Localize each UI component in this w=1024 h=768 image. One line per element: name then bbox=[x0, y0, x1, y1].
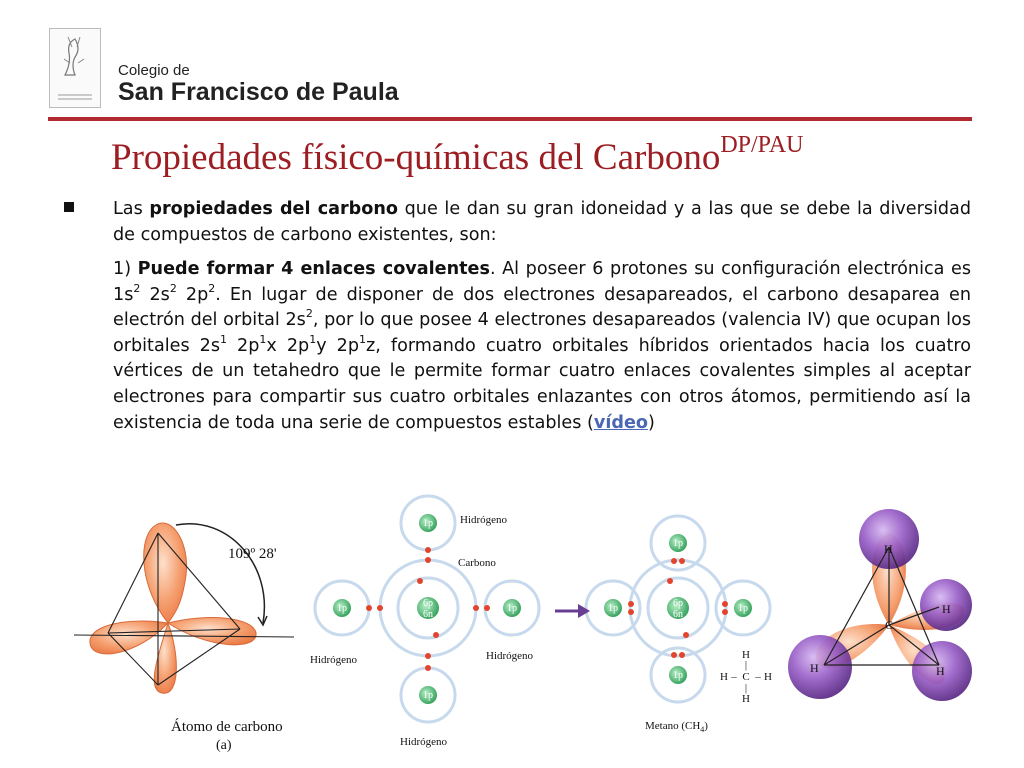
video-link[interactable]: vídeo bbox=[593, 412, 648, 433]
p2-text: , por lo que posee 4 electrones desapareados (valencia IV) que ocupan los orbitales 2s bbox=[113, 310, 971, 356]
title-superscript: DP/PAU bbox=[720, 132, 804, 158]
sf-dash: – bbox=[755, 671, 761, 683]
nucleus-label: 1p bbox=[337, 603, 347, 614]
angle-arc bbox=[176, 524, 264, 623]
orbital-lobe-top bbox=[144, 523, 187, 623]
sf-c: C bbox=[742, 671, 750, 683]
methane-label-h: H bbox=[936, 664, 945, 678]
label-carbono: Carbono bbox=[458, 557, 496, 569]
p2-sup: 1 bbox=[220, 332, 228, 346]
nucleus-label: 1p bbox=[673, 538, 683, 549]
header-divider bbox=[48, 117, 972, 121]
p2-sup: 1 bbox=[259, 332, 267, 346]
methane-label-h: H bbox=[942, 602, 951, 616]
nuclei bbox=[333, 514, 752, 704]
metano-text: Metano (CH bbox=[645, 720, 701, 732]
p2-sup: 1 bbox=[309, 332, 317, 346]
p2-text: . Al poseer 6 protones su configuración electrónica es 1s bbox=[113, 259, 971, 305]
school-crest-icon bbox=[49, 28, 101, 108]
p2-sup: 2 bbox=[169, 281, 177, 295]
p2-text: z, formando cuatro orbitales híbridos orientados hacia los cuatro vértices de un tetahedro que le permite formar cuatro enlaces covalentes simples al aceptar electrones para compartir sus cuatro orbitales enlazantes con otros átomos, permitiendo así la existencia de toda una serie de compuestos estables ( bbox=[113, 335, 971, 433]
methane-label-c: C bbox=[885, 618, 894, 632]
p2-sup: 2 bbox=[133, 281, 141, 295]
metano-subscript: 4 bbox=[700, 725, 705, 734]
sf-dash: – bbox=[731, 671, 737, 683]
methane-3d-model bbox=[784, 495, 984, 735]
bond-angle-label: 109º 28' bbox=[228, 546, 277, 562]
sf-h-left: H bbox=[720, 671, 728, 683]
diagram-labels bbox=[310, 514, 708, 748]
nucleus-label: 6p bbox=[673, 598, 683, 609]
sf-bar-top: | bbox=[744, 659, 748, 671]
sf-h-top: H bbox=[742, 649, 750, 661]
hydrogen-ball-left bbox=[788, 635, 852, 699]
angle-arrowhead bbox=[258, 616, 267, 625]
p2-text: x 2p bbox=[266, 335, 310, 356]
methane-label-h: H bbox=[810, 661, 819, 675]
sf-bar-bottom: | bbox=[744, 682, 748, 694]
nucleus-label: 1p bbox=[423, 690, 433, 701]
nucleus-label: 1p bbox=[423, 518, 433, 529]
nucleus-label: 6p bbox=[423, 598, 433, 609]
p2-sup: 2 bbox=[305, 307, 313, 321]
sf-h-bottom: H bbox=[742, 693, 750, 705]
label-hidrogeno-bottom: Hidrógeno bbox=[400, 736, 448, 748]
p2-sup: 2 bbox=[208, 281, 216, 295]
bullet-square-icon bbox=[64, 202, 74, 212]
p2-sup: 1 bbox=[359, 332, 367, 346]
figure-sub-label: (a) bbox=[216, 738, 232, 753]
p2-text: 2p bbox=[176, 284, 209, 305]
sf-h-right: H bbox=[764, 671, 772, 683]
nucleus-label: 1p bbox=[507, 603, 517, 614]
methane-label-h: H bbox=[884, 542, 893, 556]
intro-paragraph bbox=[113, 197, 971, 248]
structural-formula bbox=[720, 649, 772, 705]
p2-bold: Puede formar 4 enlaces covalentes bbox=[137, 259, 490, 279]
school-name-small: Colegio de bbox=[118, 62, 190, 79]
intro-text-2: que le dan su gran idoneidad y a las que se debe la diversidad de compuestos de carbono existentes, son: bbox=[113, 199, 971, 245]
crest-drawing bbox=[50, 29, 100, 107]
p2-text: ) bbox=[647, 412, 655, 433]
p2-text: . En lugar de disponer de dos electrones desapareados, el carbono desaparea en electrón del orbital 2s bbox=[113, 284, 972, 331]
label-hidrogeno-top: Hidrógeno bbox=[460, 514, 508, 526]
p2-text: 2p bbox=[227, 335, 260, 356]
intro-text-1: Las bbox=[113, 199, 150, 219]
label-hidrogeno-right: Hidrógeno bbox=[486, 650, 534, 662]
property-1-paragraph bbox=[113, 257, 971, 436]
carbon-atom-caption: Átomo de carbono bbox=[171, 719, 283, 735]
page-title bbox=[111, 132, 804, 179]
label-metano bbox=[645, 720, 708, 734]
nucleus-label: 1p bbox=[673, 670, 683, 681]
electron-shells bbox=[315, 496, 770, 722]
intro-bold: propiedades del carbono bbox=[149, 199, 398, 219]
nucleus-label: 6n bbox=[673, 609, 683, 620]
nucleus-label: 1p bbox=[608, 603, 618, 614]
orbital-lobe-left bbox=[90, 621, 168, 654]
metano-close: ) bbox=[704, 720, 708, 732]
school-name: San Francisco de Paula bbox=[118, 78, 399, 106]
p2-text: 2s bbox=[140, 284, 170, 305]
label-hidrogeno-left: Hidrógeno bbox=[310, 654, 358, 666]
nucleus-label: 1p bbox=[738, 603, 748, 614]
carbon-hybrid-orbitals-figure bbox=[68, 505, 298, 765]
nucleus-label: 6n bbox=[423, 609, 433, 620]
title-main: Propiedades físico-químicas del Carbono bbox=[111, 137, 721, 178]
p2-text: 1) bbox=[113, 259, 138, 279]
p2-text: y 2p bbox=[316, 335, 360, 356]
methane-bohr-diagram bbox=[300, 493, 800, 763]
